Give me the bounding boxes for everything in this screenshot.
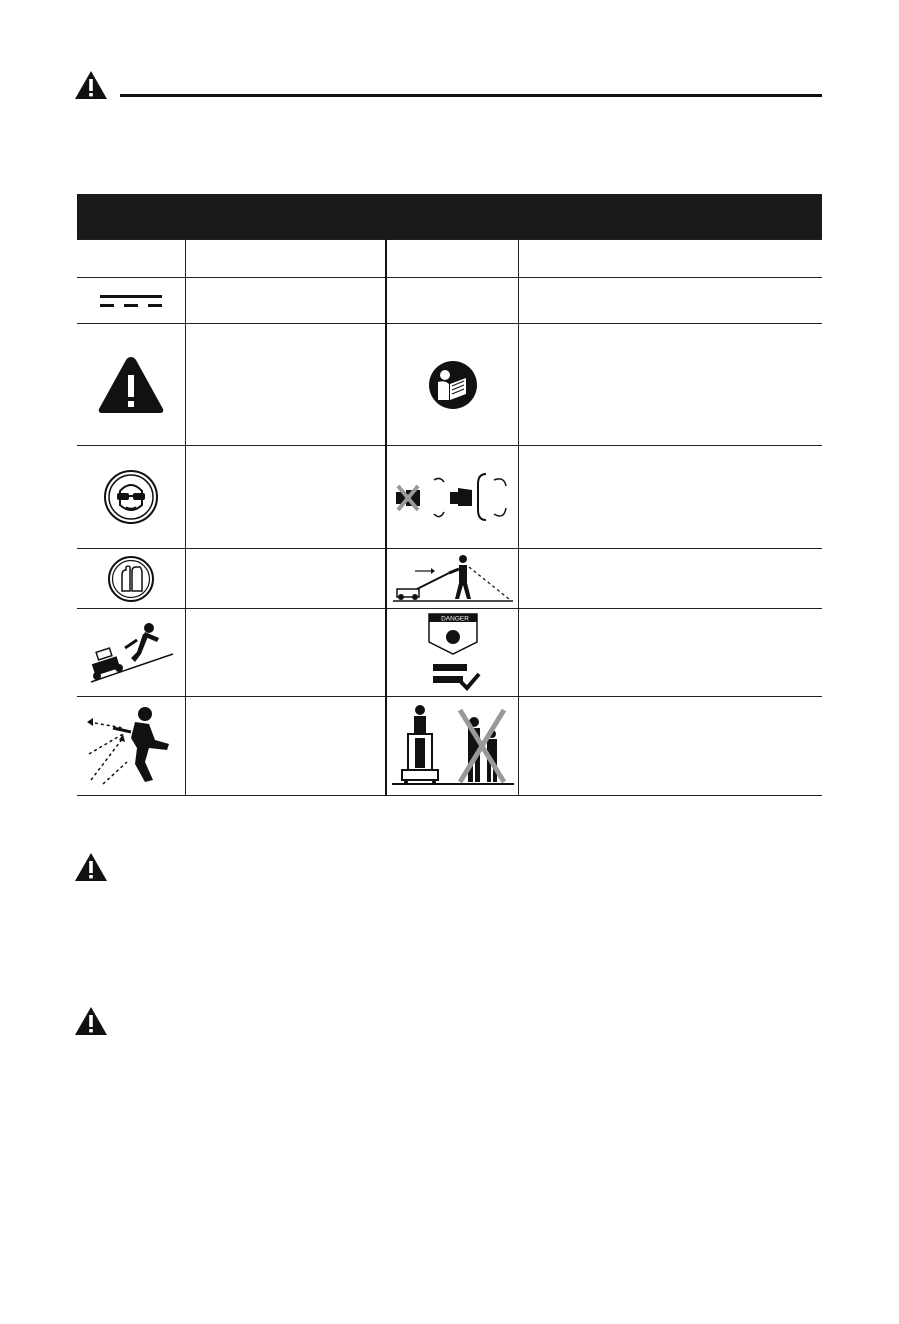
symbol-cell bbox=[386, 324, 518, 446]
symbol-cell bbox=[77, 240, 185, 278]
warning-triangle-icon bbox=[97, 355, 165, 415]
symbol-description bbox=[185, 240, 386, 278]
symbol-cell bbox=[77, 446, 185, 549]
danger-label-icon bbox=[421, 612, 485, 694]
symbol-cell bbox=[77, 609, 185, 697]
table-header-cell bbox=[386, 194, 518, 240]
table-row bbox=[77, 609, 822, 697]
table-header-cell bbox=[519, 194, 822, 240]
symbol-cell bbox=[77, 278, 185, 324]
walk-behind-mower-icon bbox=[391, 553, 515, 605]
symbol-description bbox=[519, 549, 822, 609]
table-header-row bbox=[77, 194, 822, 240]
symbols-table bbox=[77, 194, 822, 796]
symbol-cell bbox=[386, 609, 518, 697]
eye-protection-icon bbox=[103, 469, 159, 525]
symbol-description bbox=[185, 697, 386, 796]
thrown-objects-icon bbox=[83, 704, 179, 788]
symbol-cell bbox=[77, 324, 185, 446]
symbol-cell bbox=[386, 446, 518, 549]
symbol-cell bbox=[386, 697, 518, 796]
table-row bbox=[77, 697, 822, 796]
keep-hands-away-blade-icon bbox=[390, 470, 516, 524]
warning-triangle-icon bbox=[74, 70, 108, 100]
table-header-cell bbox=[185, 194, 386, 240]
slope-hazard-icon bbox=[87, 620, 175, 686]
symbol-description bbox=[185, 324, 386, 446]
symbol-description bbox=[519, 697, 822, 796]
table-row bbox=[77, 446, 822, 549]
no-bystanders-icon bbox=[390, 704, 516, 788]
table-row bbox=[77, 278, 822, 324]
table-row bbox=[77, 324, 822, 446]
symbol-description bbox=[519, 278, 822, 324]
danger-label-text: DANGER bbox=[440, 615, 469, 622]
direct-current-icon bbox=[100, 293, 162, 309]
symbol-cell bbox=[77, 549, 185, 609]
table-row bbox=[77, 549, 822, 609]
symbol-cell bbox=[77, 697, 185, 796]
read-manual-icon bbox=[428, 360, 478, 410]
symbol-description bbox=[519, 609, 822, 697]
table-row bbox=[77, 240, 822, 278]
warning-triangle-icon bbox=[74, 852, 108, 882]
symbol-description bbox=[185, 609, 386, 697]
symbol-description bbox=[519, 446, 822, 549]
symbol-cell bbox=[386, 278, 518, 324]
symbol-description bbox=[519, 240, 822, 278]
symbol-cell bbox=[386, 240, 518, 278]
warning-triangle-icon bbox=[74, 1006, 108, 1036]
header-rule bbox=[120, 94, 822, 97]
symbol-description bbox=[519, 324, 822, 446]
symbol-description bbox=[185, 549, 386, 609]
gloves-icon bbox=[107, 555, 155, 603]
symbol-description bbox=[185, 278, 386, 324]
symbol-description bbox=[185, 446, 386, 549]
symbol-cell bbox=[386, 549, 518, 609]
table-header-cell bbox=[77, 194, 185, 240]
